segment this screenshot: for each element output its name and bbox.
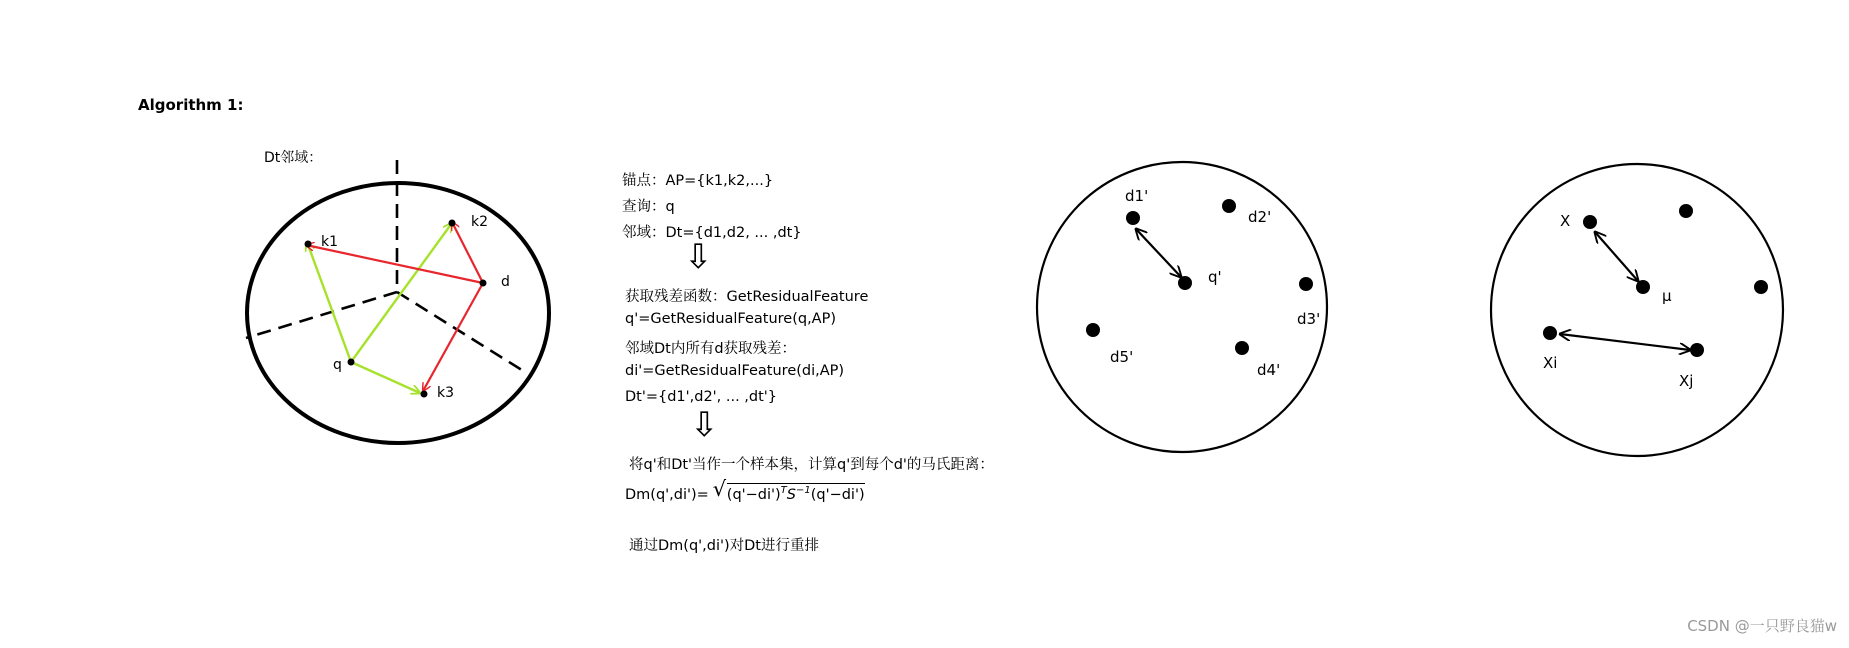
neighborhood-circle: [247, 183, 549, 443]
label-d1-prime: d1': [1125, 187, 1149, 205]
mahalanobis-circle: [1491, 164, 1783, 456]
label-d4-prime: d4': [1257, 361, 1281, 379]
down-arrow-icon: ⇩: [684, 237, 713, 277]
label-d: d: [501, 274, 510, 290]
residual-space-diagram: [1037, 162, 1327, 452]
green-arrow-q-k1: [307, 242, 351, 362]
dot-d3: [1299, 277, 1313, 291]
formula-inner-b: (q'−di'): [810, 486, 865, 503]
label-q-prime: q': [1208, 268, 1222, 286]
step-anchor: 锚点：AP={k1,k2,...}: [622, 173, 774, 189]
dot-d4: [1235, 341, 1249, 355]
formula-sup-a: T: [780, 485, 787, 496]
left-neighborhood-diagram: [246, 160, 549, 443]
dot-x: [1583, 215, 1597, 229]
point-k2: [449, 220, 456, 227]
double-arrow-x-mu: [1595, 232, 1638, 281]
label-d5-prime: d5': [1110, 348, 1134, 366]
mahalanobis-formula: [625, 477, 865, 503]
step-neighborhood: 邻域：Dt={d1,d2, ... ,dt}: [622, 225, 802, 241]
label-d3-prime: d3': [1297, 310, 1321, 328]
step-rerank: 通过Dm(q',di')对Dt进行重排: [629, 538, 819, 554]
label-xj: Xj: [1679, 372, 1694, 390]
region-label: Dt邻域：: [264, 150, 323, 166]
algorithm-title: Algorithm 1:: [138, 96, 244, 114]
label-d2-prime: d2': [1248, 208, 1272, 226]
step-query: 查询：q: [622, 199, 675, 215]
down-arrow-icon: ⇩: [690, 405, 719, 445]
green-arrow-q-k3: [351, 362, 420, 393]
step-residual-func: 获取残差函数：GetResidualFeature: [625, 289, 869, 305]
sqrt-icon: √: [712, 477, 727, 501]
residual-circle: [1037, 162, 1327, 452]
dot-mu: [1636, 280, 1650, 294]
watermark: CSDN @一只野良猫w: [1687, 617, 1837, 635]
label-x: X: [1560, 212, 1571, 230]
step-dt-prime: Dt'={d1',d2', ... ,dt'}: [625, 389, 778, 405]
step-q-prime: q'=GetResidualFeature(q,AP): [625, 311, 837, 327]
dot-d1: [1126, 211, 1140, 225]
label-q: q: [333, 357, 342, 373]
dot-xi: [1543, 326, 1557, 340]
mahalanobis-diagram: [1491, 164, 1783, 456]
point-q: [348, 359, 355, 366]
label-k2: k2: [471, 214, 489, 230]
step-mahalanobis: 将q'和Dt'当作一个样本集，计算q'到每个d'的马氏距离：: [629, 457, 994, 473]
dot-d2: [1222, 199, 1236, 213]
green-arrow-q-k2: [351, 223, 452, 362]
point-k3: [421, 391, 428, 398]
formula-s: S: [786, 486, 796, 503]
formula-lhs: Dm(q',di')=: [625, 486, 709, 503]
double-arrow-d1-q: [1136, 229, 1181, 277]
point-d: [480, 280, 487, 287]
dot-top-right: [1679, 204, 1693, 218]
label-k1: k1: [321, 234, 339, 250]
point-k1: [305, 241, 312, 248]
red-arrow-d-k3: [423, 283, 483, 391]
sqrt-expression: [712, 477, 865, 503]
dot-q: [1178, 276, 1192, 290]
label-k3: k3: [437, 385, 455, 401]
dot-d5: [1086, 323, 1100, 337]
dot-right: [1754, 280, 1768, 294]
formula-sup-b: −1: [795, 485, 811, 496]
red-arrow-d-k2: [452, 222, 483, 283]
partition-line-right: [397, 292, 525, 372]
label-mu: μ: [1662, 287, 1672, 305]
double-arrow-xi-xj: [1560, 334, 1690, 350]
red-arrow-d-k1: [306, 245, 483, 283]
step-neighborhood-residual: 邻域Dt内所有d获取残差：: [625, 341, 797, 357]
formula-inner-a: (q'−di'): [726, 486, 781, 503]
label-xi: Xi: [1543, 354, 1558, 372]
step-di-prime: di'=GetResidualFeature(di,AP): [625, 363, 845, 379]
dot-xj: [1690, 343, 1704, 357]
